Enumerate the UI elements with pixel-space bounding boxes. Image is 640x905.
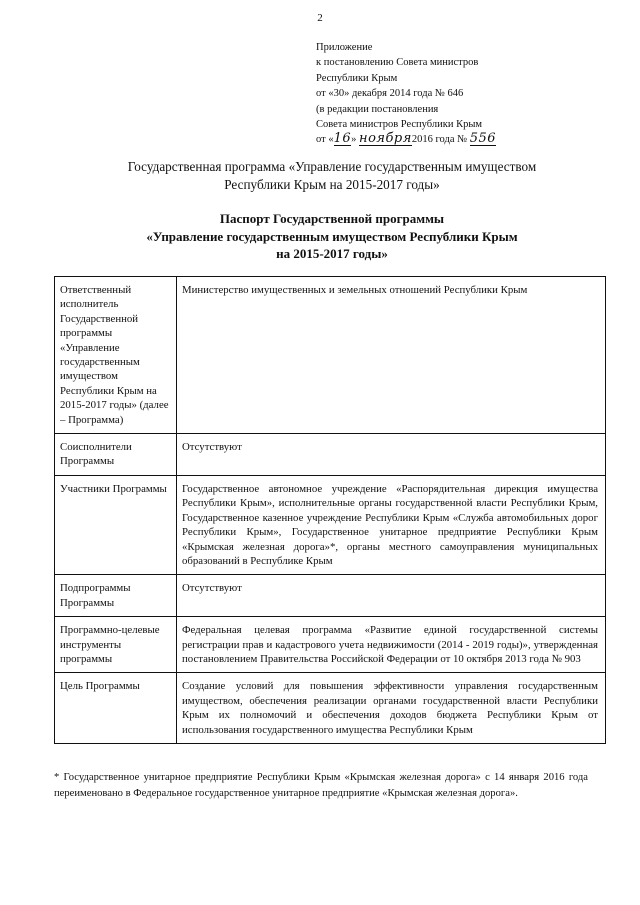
handwritten-month: ноября [359, 131, 412, 147]
row-label: Соисполнители Программы [55, 434, 177, 476]
date-sep: » [351, 134, 357, 146]
row-label: Программно-целевые инструменты программы [55, 617, 177, 673]
footnote: * Государственное унитарное предприятие Республики Крым «Крымская железная дорога» с 14 января 2016 года переименовано в Федеральное государственное унитарное предприятие «Крымская железная дорога». [54, 772, 588, 799]
handwritten-number: 556 [469, 131, 497, 147]
program-title [72, 158, 592, 194]
passport-table [54, 276, 606, 744]
table-row [55, 475, 606, 574]
program-title-line: Государственная программа «Управление государственным имуществом [127, 159, 537, 174]
passport-title [72, 210, 592, 263]
row-value: Отсутствуют [177, 434, 606, 476]
row-value: Государственное автономное учреждение «Распорядительная дирекция имущества Республики Крым», исполнительные органы государственной власти Республики Крым, Государственное казенное учреждение Республики Крым «Служба автомобильных дорог Республики Крым», Государственное унитарное предприятие Республики Крым «Крымская железная дорога»*, органы местного самоуправления муниципальных образований в Республике Крым [177, 475, 606, 574]
row-value: Министерство имущественных и земельных отношений Республики Крым [177, 277, 606, 434]
row-label: Подпрограммы Программы [55, 575, 177, 617]
appendix-line: от «30» декабря 2014 года № 646 [316, 88, 464, 100]
date-year: 2016 года № [411, 134, 468, 146]
handwritten-day: 16 [333, 131, 352, 147]
passport-title-line: на 2015-2017 годы» [276, 246, 388, 261]
row-value: Федеральная целевая программа «Развитие единой государственной системы регистрации прав и кадастрового учета недвижимости (2014 - 2019 годы)», утвержденная постановлением Правительства Российской Федерации от 10 октября 2013 года № 903 [177, 617, 606, 673]
row-label: Участники Программы [55, 475, 177, 574]
row-label: Цель Программы [55, 673, 177, 744]
appendix-line: к постановлению Совета министров [316, 57, 479, 69]
passport-title-line: «Управление государственным имуществом Республики Крым [146, 228, 518, 244]
appendix-line: Республики Крым [316, 72, 398, 84]
program-title-line: Республики Крым на 2015-2017 годы» [224, 177, 440, 192]
passport-title-line: Паспорт Государственной программы [219, 211, 445, 226]
table-row [55, 673, 606, 744]
table-row [55, 575, 606, 617]
appendix-line: Приложение [316, 42, 373, 53]
page-number: 2 [317, 12, 323, 24]
row-value: Создание условий для повышения эффективности управления государственным имуществом, обеспечения реализации органами государственной власти Республики Крым их полномочий и обеспечения доходов бюджета Республики Крым от использования государственного имущества Республики Крым [177, 673, 606, 744]
appendix-date-line [316, 132, 496, 147]
appendix-block [316, 40, 496, 148]
appendix-line: (в редакции постановления [316, 103, 439, 115]
row-label: Ответственный исполнитель Государственной программы «Управление государственным имуществом Республики Крым на 2015-2017 годы» (далее – Программа) [55, 277, 177, 434]
table-row [55, 277, 606, 434]
table-row [55, 434, 606, 476]
appendix-line: Совета министров Республики Крым [316, 119, 483, 131]
row-value: Отсутствуют [177, 575, 606, 617]
table-row [55, 617, 606, 673]
date-prefix: от « [316, 134, 334, 146]
